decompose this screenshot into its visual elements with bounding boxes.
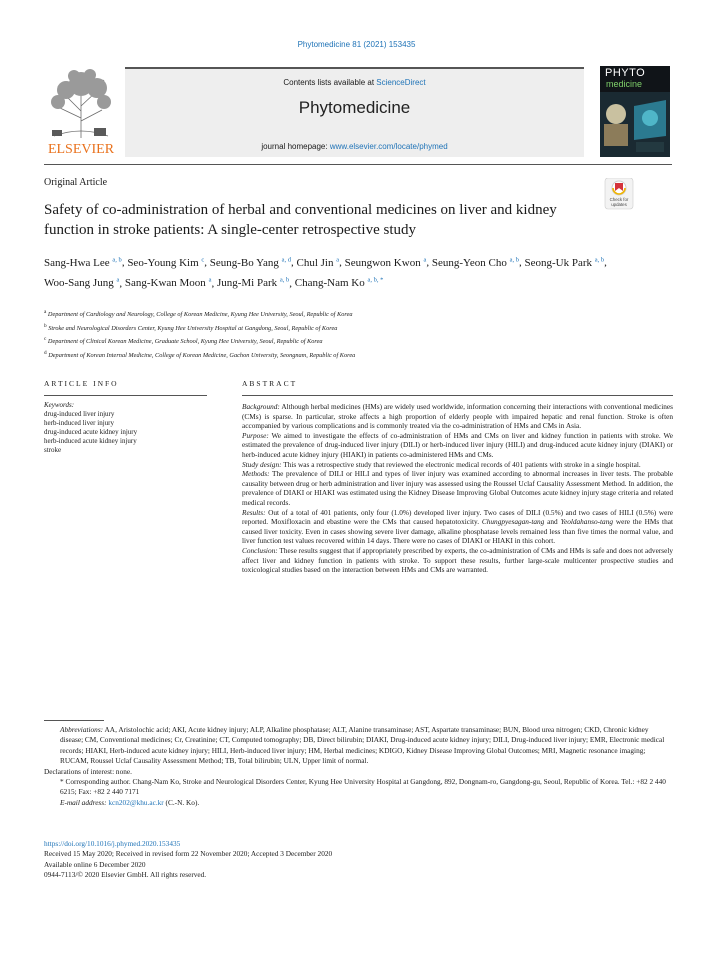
author-name: Chul Jin — [296, 256, 334, 269]
design-label: Study design: — [242, 459, 282, 469]
check-for-updates-button[interactable] — [601, 178, 637, 210]
author-name: Woo-Sang Jung — [44, 277, 114, 290]
results-herb-2: Yeoldahanso-tang — [560, 517, 613, 527]
header-divider — [44, 164, 672, 165]
conclusion-label: Conclusion: — [242, 545, 278, 555]
affiliation-item — [44, 307, 644, 321]
affiliation-text: Department of Clinical Korean Medicine, Graduate School, Kyung Hee University, Seoul, Republic of Korea — [47, 338, 323, 346]
author-separator: , — [339, 256, 345, 269]
abstract-purpose — [242, 431, 673, 460]
contents-prefix: Contents lists available at — [283, 78, 377, 87]
email-note — [44, 798, 672, 808]
author-affiliation-mark: a — [116, 276, 120, 284]
affiliation-mark: a — [44, 309, 47, 315]
author-item[interactable] — [44, 257, 122, 269]
author-item[interactable] — [432, 257, 519, 269]
author-affiliation-mark: a, d — [281, 256, 291, 263]
abstract-rule — [242, 395, 673, 396]
methods-label: Methods: — [242, 469, 270, 479]
elsevier-logo[interactable] — [44, 66, 118, 156]
keywords-label: Keywords: — [44, 401, 75, 409]
author-separator: , — [604, 256, 607, 269]
author-separator: , — [119, 277, 125, 290]
keyword-item[interactable]: drug-induced liver injury — [44, 410, 115, 418]
author-affiliation-mark: a, b — [279, 276, 290, 284]
author-separator: , — [289, 277, 295, 290]
homepage-prefix: journal homepage: — [261, 142, 330, 151]
doi-link[interactable]: https://doi.org/10.1016/j.phymed.2020.153435 — [44, 839, 181, 848]
publication-info — [44, 839, 672, 881]
homepage-link[interactable]: www.elsevier.com/locate/phymed — [329, 142, 448, 151]
author-separator: , — [426, 256, 432, 269]
abstract-conclusion — [242, 546, 673, 575]
author-item[interactable] — [44, 277, 119, 289]
methods-text: The prevalence of DILI or HILI and types of liver injury was examined according to abnormal increases in liver tests. The probable causality between drug or herb administration and liver injury was assessed using the Roussel Uclaf Causality Assessment Method. In addition, the prevalence of DIAKI or HIAKI was estimated using the Kidney Disease Improving Global Outcomes acute kidney injury stage criteria and related medical records. — [242, 469, 673, 507]
results-and: and — [544, 517, 561, 527]
author-name: Jung-Mi Park — [216, 277, 278, 290]
author-affiliation-mark: a — [423, 256, 427, 263]
affiliation-item — [44, 334, 644, 348]
author-name: Sang-Kwan Moon — [124, 277, 206, 290]
elsevier-tree-icon — [44, 66, 118, 156]
journal-citation[interactable]: Phytomedicine 81 (2021) 153435 — [297, 40, 416, 49]
online-date: Available online 6 December 2020 — [44, 859, 146, 869]
crossmark-icon — [601, 178, 637, 210]
author-item[interactable] — [127, 257, 204, 269]
keywords-block — [44, 401, 209, 455]
footnote-rule — [44, 720, 104, 721]
copyright-line: 0944-7113/© 2020 Elsevier GmbH. All rights reserved. — [44, 870, 207, 880]
affiliation-item — [44, 348, 644, 362]
abstract-heading: ABSTRACT — [242, 379, 298, 388]
received-dates: Received 15 May 2020; Received in revised form 22 November 2020; Accepted 3 December 2020 — [44, 849, 333, 859]
cover-subtitle: medicine — [606, 79, 643, 89]
author-affiliation-mark: a, b, * — [367, 276, 384, 284]
contents-line — [125, 78, 584, 87]
author-affiliation-mark: a, b — [594, 256, 605, 263]
author-name: Seong-Uk Park — [524, 256, 592, 269]
author-item[interactable] — [345, 257, 427, 269]
author-name: Seungwon Kwon — [344, 256, 421, 269]
affiliation-mark: d — [44, 349, 47, 356]
background-label: Background: — [242, 402, 280, 411]
journal-title: Phytomedicine — [298, 98, 411, 117]
affiliation-text: Department of Korean Internal Medicine, College of Korean Medicine, Gachon University, Seongnam, Republic of Korea — [48, 351, 356, 359]
affiliation-mark: b — [44, 322, 47, 329]
results-label: Results: — [242, 507, 266, 517]
conclusion-text: These results suggest that if appropriately prescribed by experts, the co-administration of CMs and HMs is safe and does not adversely affect liver and kidney function in patients with stroke. To support these results, further large-scale multicenter prospective studies and toxicological studies based on the interaction between HMs and CMs are warranted. — [242, 545, 674, 575]
footnotes — [44, 725, 672, 808]
author-name: Seung-Yeon Cho — [431, 256, 507, 269]
interest-note: Declarations of interest: none. — [44, 766, 132, 776]
affiliation-mark: c — [44, 336, 47, 343]
author-separator: , — [518, 256, 525, 269]
email-suffix: (C.-N. Ko). — [163, 797, 200, 807]
background-text: Although herbal medicines (HMs) are widely used worldwide, information concerning their interactions with conventional medicines (CMs) is sparse. In particular, stroke affects a high proportion of elderly people with impaired hepatic and renal function. Stroke is often accompanied by various complications and is commonly treated via the co-administration of HMs and CMs in Asia. — [242, 402, 674, 431]
article-info-heading: ARTICLE INFO — [44, 379, 119, 388]
author-separator: , — [211, 277, 217, 290]
author-separator: , — [121, 256, 128, 269]
article-type: Original Article — [44, 177, 108, 188]
homepage-line — [125, 142, 584, 151]
results-text-b: were the HMs that caused liver toxicity. Even in cases showing severe liver damage, alkaline phosphatase levels remained less than five times the normal value, and liver function test values recovered within 14 days. There were no cases of DIAKI or HIAKI in this cohort. — [242, 517, 673, 546]
keyword-item[interactable]: herb-induced liver injury — [44, 419, 114, 427]
keyword-item[interactable]: herb-induced acute kidney injury — [44, 437, 137, 445]
email-label: E-mail address: — [60, 797, 107, 807]
email-link[interactable]: kcn202@khu.ac.kr — [108, 797, 164, 807]
purpose-text: We aimed to investigate the effects of co-administration of HMs and CMs on liver and kidney function in patients with stroke. We estimated the prevalence of drug-induced liver injury (DILI) or herb-induced liver injury (HILI) and drug-induced acute kidney injury (DIAKI) or herb-induced acute kidney injury (HIAKI) in patients co-administered HMs and CMs. — [242, 430, 674, 459]
author-affiliation-mark: a, b — [112, 256, 122, 263]
article-info-rule — [44, 395, 207, 396]
author-affiliation-mark: a — [336, 256, 340, 263]
article-title: Safety of co-administration of herbal and conventional medicines on liver and kidney function in stroke patients: A single-center retrospective study — [44, 202, 557, 238]
author-item[interactable] — [125, 277, 212, 289]
abstract-background — [242, 402, 673, 431]
abstract-results — [242, 508, 673, 546]
abbreviations-text: AA, Aristolochic acid; AKI, Acute kidney injury; ALP, Alkaline phosphatase; ALT, Alanine transaminase; AST, Aspartate transaminase; BUN, Blood urea nitrogen; CKD, Chronic kidney disease; CM, Conventional medicines; Cr, Creatinine; CT, Computed tomography; DB, Direct bilirubin; DIAKI, Drug-induced acute kidney injury; DILI, Drug-induced liver injury; EMR, Electronic medical records; HIAKI, Herb-induced acute kidney injury; HILI, Herb-induced liver injury; HM, Herbal medicines; KDIGO, Kidney Disease Improving Global Outcomes; MRI, Magnetic resonance imaging; RUCAM, Roussel Uclaf Causality Assessment Method; TB, Total bilirubin; ULN, Upper limit of normal. — [60, 725, 665, 766]
author-list — [44, 251, 624, 292]
sciencedirect-link[interactable]: ScienceDirect — [376, 78, 426, 87]
author-affiliation-mark: c — [201, 256, 205, 263]
corresponding-note: * Corresponding author. Chang-Nam Ko, Stroke and Neurological Disorders Center, Kyung Hee University Hospital at Gangdong, 892, Dongnam-ro, Gangdong-gu, Seoul, Republic of Korea. Tel.: +82 2 440 6215; Fax: +82 2 440 7171 — [60, 777, 666, 797]
author-affiliation-mark: a — [208, 276, 212, 284]
abstract-methods — [242, 469, 673, 507]
journal-cover[interactable] — [600, 66, 670, 157]
abstract-body — [242, 402, 673, 575]
author-name: Seung-Bo Yang — [209, 256, 279, 269]
author-name: Chang-Nam Ko — [294, 277, 365, 290]
cover-title: PHYTO — [605, 67, 646, 79]
publisher-wordmark: ELSEVIER — [47, 142, 115, 156]
keyword-list — [44, 410, 209, 455]
author-name: Sang-Hwa Lee — [44, 256, 110, 269]
affiliation-text: Stroke and Neurological Disorders Center, Kyung Hee University Hospital at Gangdong, Seoul, Republic of Korea — [48, 324, 338, 332]
crossmark-line1: Check for — [609, 197, 629, 202]
crossmark-line2: updates — [611, 202, 627, 207]
results-text-a: Out of a total of 401 patients, only four (1.0%) developed liver injury. Two cases of DILI (0.5%) and two cases of HILI (0.5%) were reported. Moxifloxacin and ebastine were the CMs that caused hepatotoxicity. — [242, 507, 673, 527]
keyword-item[interactable]: stroke — [44, 446, 62, 454]
affiliation-list — [44, 307, 644, 361]
author-item[interactable] — [295, 277, 384, 289]
abbreviations-label: Abbreviations: — [60, 725, 104, 734]
author-item[interactable] — [217, 277, 289, 289]
author-item[interactable] — [524, 257, 604, 269]
keyword-item[interactable]: drug-induced acute kidney injury — [44, 428, 138, 436]
author-item[interactable] — [210, 257, 291, 269]
design-text: This was a retrospective study that reviewed the electronic medical records of 401 patients with stroke in a single hospital. — [283, 459, 641, 469]
author-name: Seo-Young Kim — [127, 256, 199, 269]
abstract-design — [242, 460, 673, 470]
author-separator: , — [290, 256, 297, 269]
header-top-rule — [125, 67, 584, 69]
affiliation-text: Department of Cardiology and Neurology, College of Korean Medicine, Kyung Hee University, Seoul, Republic of Korea — [47, 311, 353, 319]
affiliation-item — [44, 321, 644, 335]
author-affiliation-mark: a, b — [509, 256, 519, 263]
purpose-label: Purpose: — [242, 430, 269, 440]
author-item[interactable] — [296, 257, 339, 269]
results-herb-1: Chungpyesagan-tang — [481, 517, 545, 527]
author-separator: , — [204, 256, 210, 269]
abbreviations-note — [44, 725, 672, 767]
